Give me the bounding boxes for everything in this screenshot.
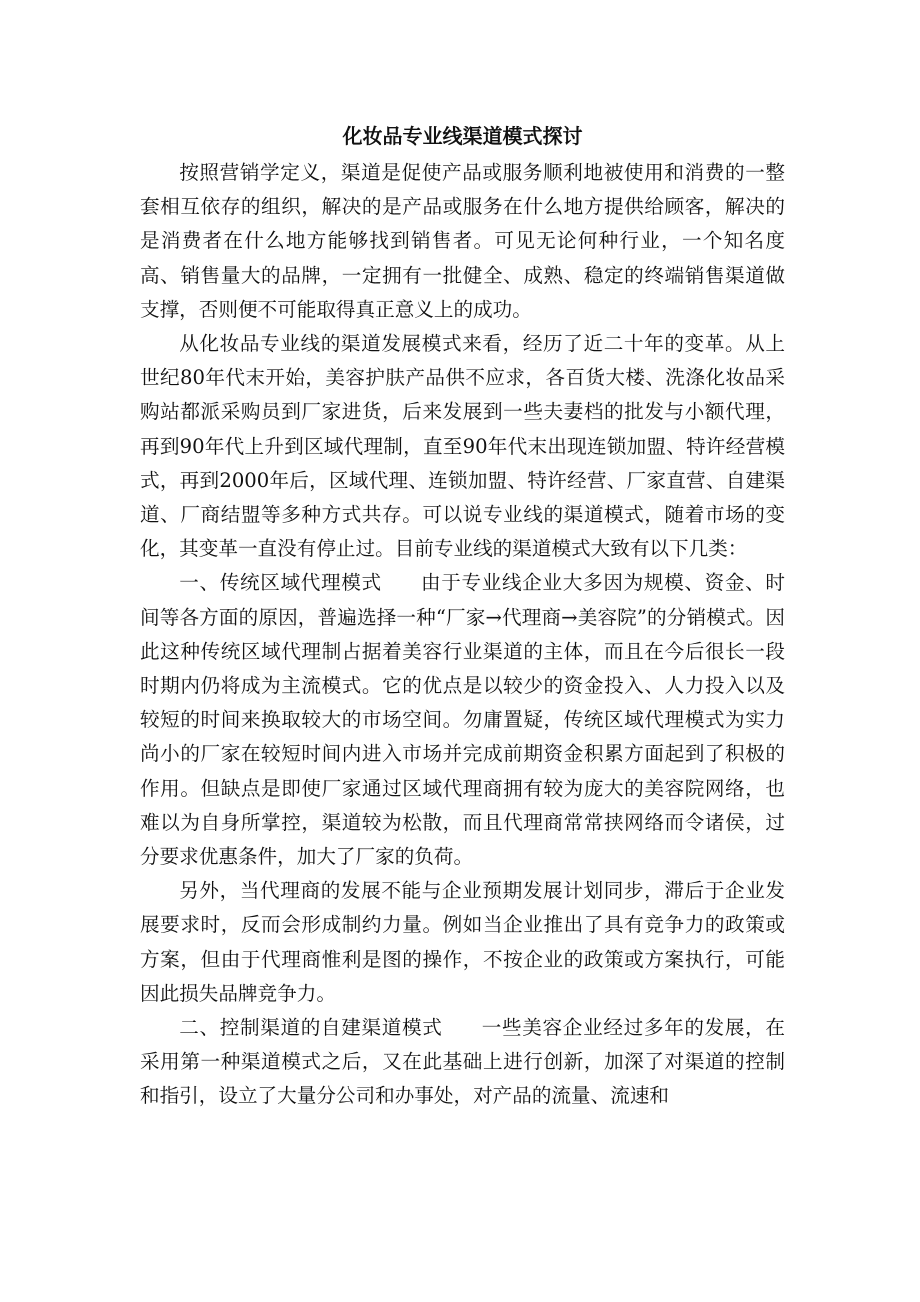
document-title: 化妆品专业线渠道模式探讨: [342, 124, 583, 148]
paragraph-regional-agency: [140, 566, 785, 874]
paragraph-text: 一些美容企业经过多年的发展，在采用第一种渠道模式之后，又在此基础上进行创新，加深了对渠道的控制和指引，设立了大量分公司和办事处，对产品的流量、流速和: [140, 1016, 786, 1108]
paragraph-agency-drawbacks: [140, 874, 785, 1011]
paragraph-history: [140, 327, 785, 566]
section-heading: 一、传统区域代理模式: [179, 571, 382, 595]
paragraph-text: 按照营销学定义，渠道是促使产品或服务顺利地被使用和消费的一整套相互依存的组织，解决的是产品或服务在什么地方提供给顾客，解决的是消费者在什么地方能够找到销售者。可见无论何种行业，一个知名度高、销售量大的品牌，一定拥有一批健全、成熟、稳定的终端销售渠道做支撑，否则便不可能取得真正意义上的成功。: [140, 161, 785, 321]
paragraph-text: 从化妆品专业线的渠道发展模式来看，经历了近二十年的变革。从上世纪80年代末开始，美容护肤产品供不应求，各百货大楼、洗涤化妆品采购站都派采购员到厂家进货，后来发展到一些夫妻档的批发与小额代理，再到90年代上升到区域代理制，直至90年代末出现连锁加盟、特许经营模式，再到2000年后，区域代理、连锁加盟、特许经营、厂家直营、自建渠道、厂商结盟等多种方式共存。可以说专业线的渠道模式，随着市场的变化，其变革一直没有停止过。目前专业线的渠道模式大致有以下几类：: [140, 332, 785, 561]
paragraph-text: 另外，当代理商的发展不能与企业预期发展计划同步，滞后于企业发展要求时，反而会形成制约力量。例如当企业推出了具有竞争力的政策或方案，但由于代理商惟利是图的操作，不按企业的政策或方案执行，可能因此损失品牌竞争力。: [140, 879, 785, 1005]
paragraph-self-built-channel: [140, 1011, 785, 1114]
paragraph-definition: [140, 156, 785, 327]
document-page: [140, 116, 785, 1114]
section-heading: 二、控制渠道的自建渠道模式: [179, 1016, 443, 1040]
paragraph-text: 由于专业线企业大多因为规模、资金、时间等各方面的原因，普遍选择一种“厂家→代理商→美容院”的分销模式。因此这种传统区域代理制占据着美容行业渠道的主体，而且在今后很长一段时期内仍将成为主流模式。它的优点是以较少的资金投入、人力投入以及较短的时间来换取较大的市场空间。勿庸置疑，传统区域代理模式为实力尚小的厂家在较短时间内进入市场并完成前期资金积累方面起到了积极的作用。但缺点是即使厂家通过区域代理商拥有较为庞大的美容院网络，也难以为自身所掌控，渠道较为松散，而且代理商常常挟网络而令诸侯，过分要求优惠条件，加大了厂家的负荷。: [140, 571, 786, 869]
